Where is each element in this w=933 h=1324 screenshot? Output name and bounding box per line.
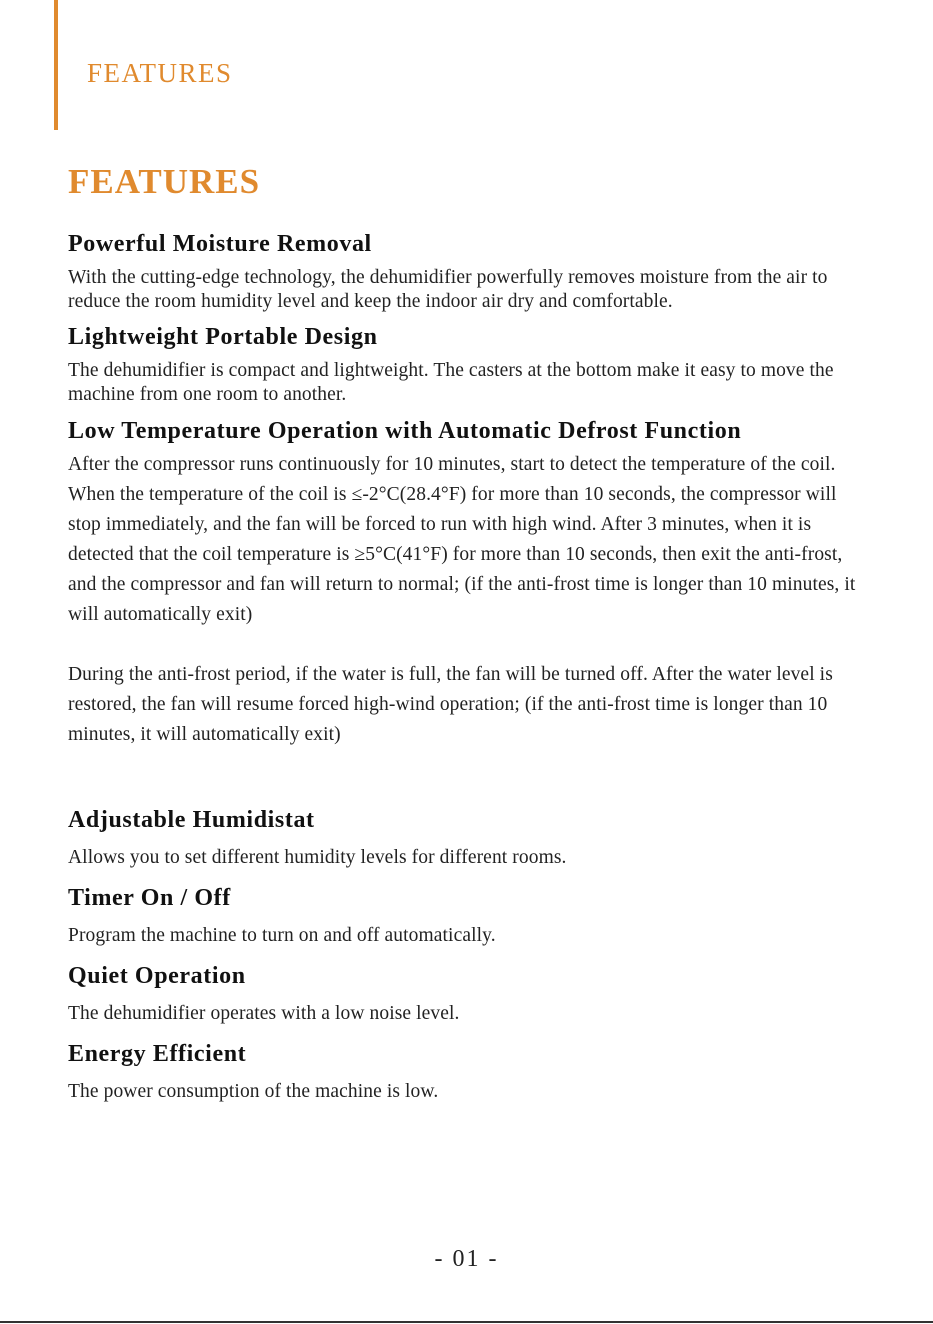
bottom-divider — [0, 1321, 933, 1323]
feature-text-timer: Program the machine to turn on and off automatically. — [68, 924, 496, 946]
feature-text-defrost-1: After the compressor runs continuously for 10 minutes, start to detect the temperature of the coil. When the temperature of the coil is ≤-2°C(28.4°F) for more than 10 seconds, the compressor will stop immediately, and the fan will be forced to run with high wind. After 3 minutes, when it is detected that the coil temperature is ≥5°C(41°F) for more than 10 seconds, then exit the anti-frost, and the compressor and fan will return to normal; (if the anti-frost time is longer than 10 minutes, it will automatically exit) — [68, 454, 856, 626]
feature-text-quiet: The dehumidifier operates with a low noise level. — [68, 1002, 460, 1024]
feature-heading-energy: Energy Efficient — [68, 1040, 247, 1067]
feature-text-moisture-removal: With the cutting-edge technology, the dehumidifier powerfully removes moisture from the air to reduce the room humidity level and keep the indoor air dry and comfortable. — [68, 266, 828, 312]
feature-text-humidistat: Allows you to set different humidity levels for different rooms. — [68, 847, 567, 869]
feature-heading-defrost: Low Temperature Operation with Automatic Defrost Function — [68, 417, 742, 444]
feature-heading-humidistat: Adjustable Humidistat — [68, 807, 315, 834]
feature-heading-quiet: Quiet Operation — [68, 962, 246, 989]
page-title: FEATURES — [68, 162, 261, 201]
feature-heading-timer: Timer On / Off — [68, 885, 231, 912]
page-number: - 01 - — [434, 1246, 499, 1272]
feature-heading-portable-design: Lightweight Portable Design — [68, 323, 378, 350]
feature-heading-moisture-removal: Powerful Moisture Removal — [68, 231, 372, 257]
header-section-label: FEATURES — [87, 58, 233, 88]
features-content — [68, 230, 880, 1104]
feature-text-energy: The power consumption of the machine is low. — [68, 1080, 439, 1102]
header-accent-bar — [54, 0, 58, 130]
feature-text-defrost-2: During the anti-frost period, if the water is full, the fan will be turned off. After the water level is restored, the fan will resume forced high-wind operation; (if the anti-frost time is longer than 10 minutes, it will automatically exit) — [68, 664, 833, 746]
feature-text-portable-design: The dehumidifier is compact and lightweight. The casters at the bottom make it easy to move the machine from one room to another. — [68, 359, 834, 405]
